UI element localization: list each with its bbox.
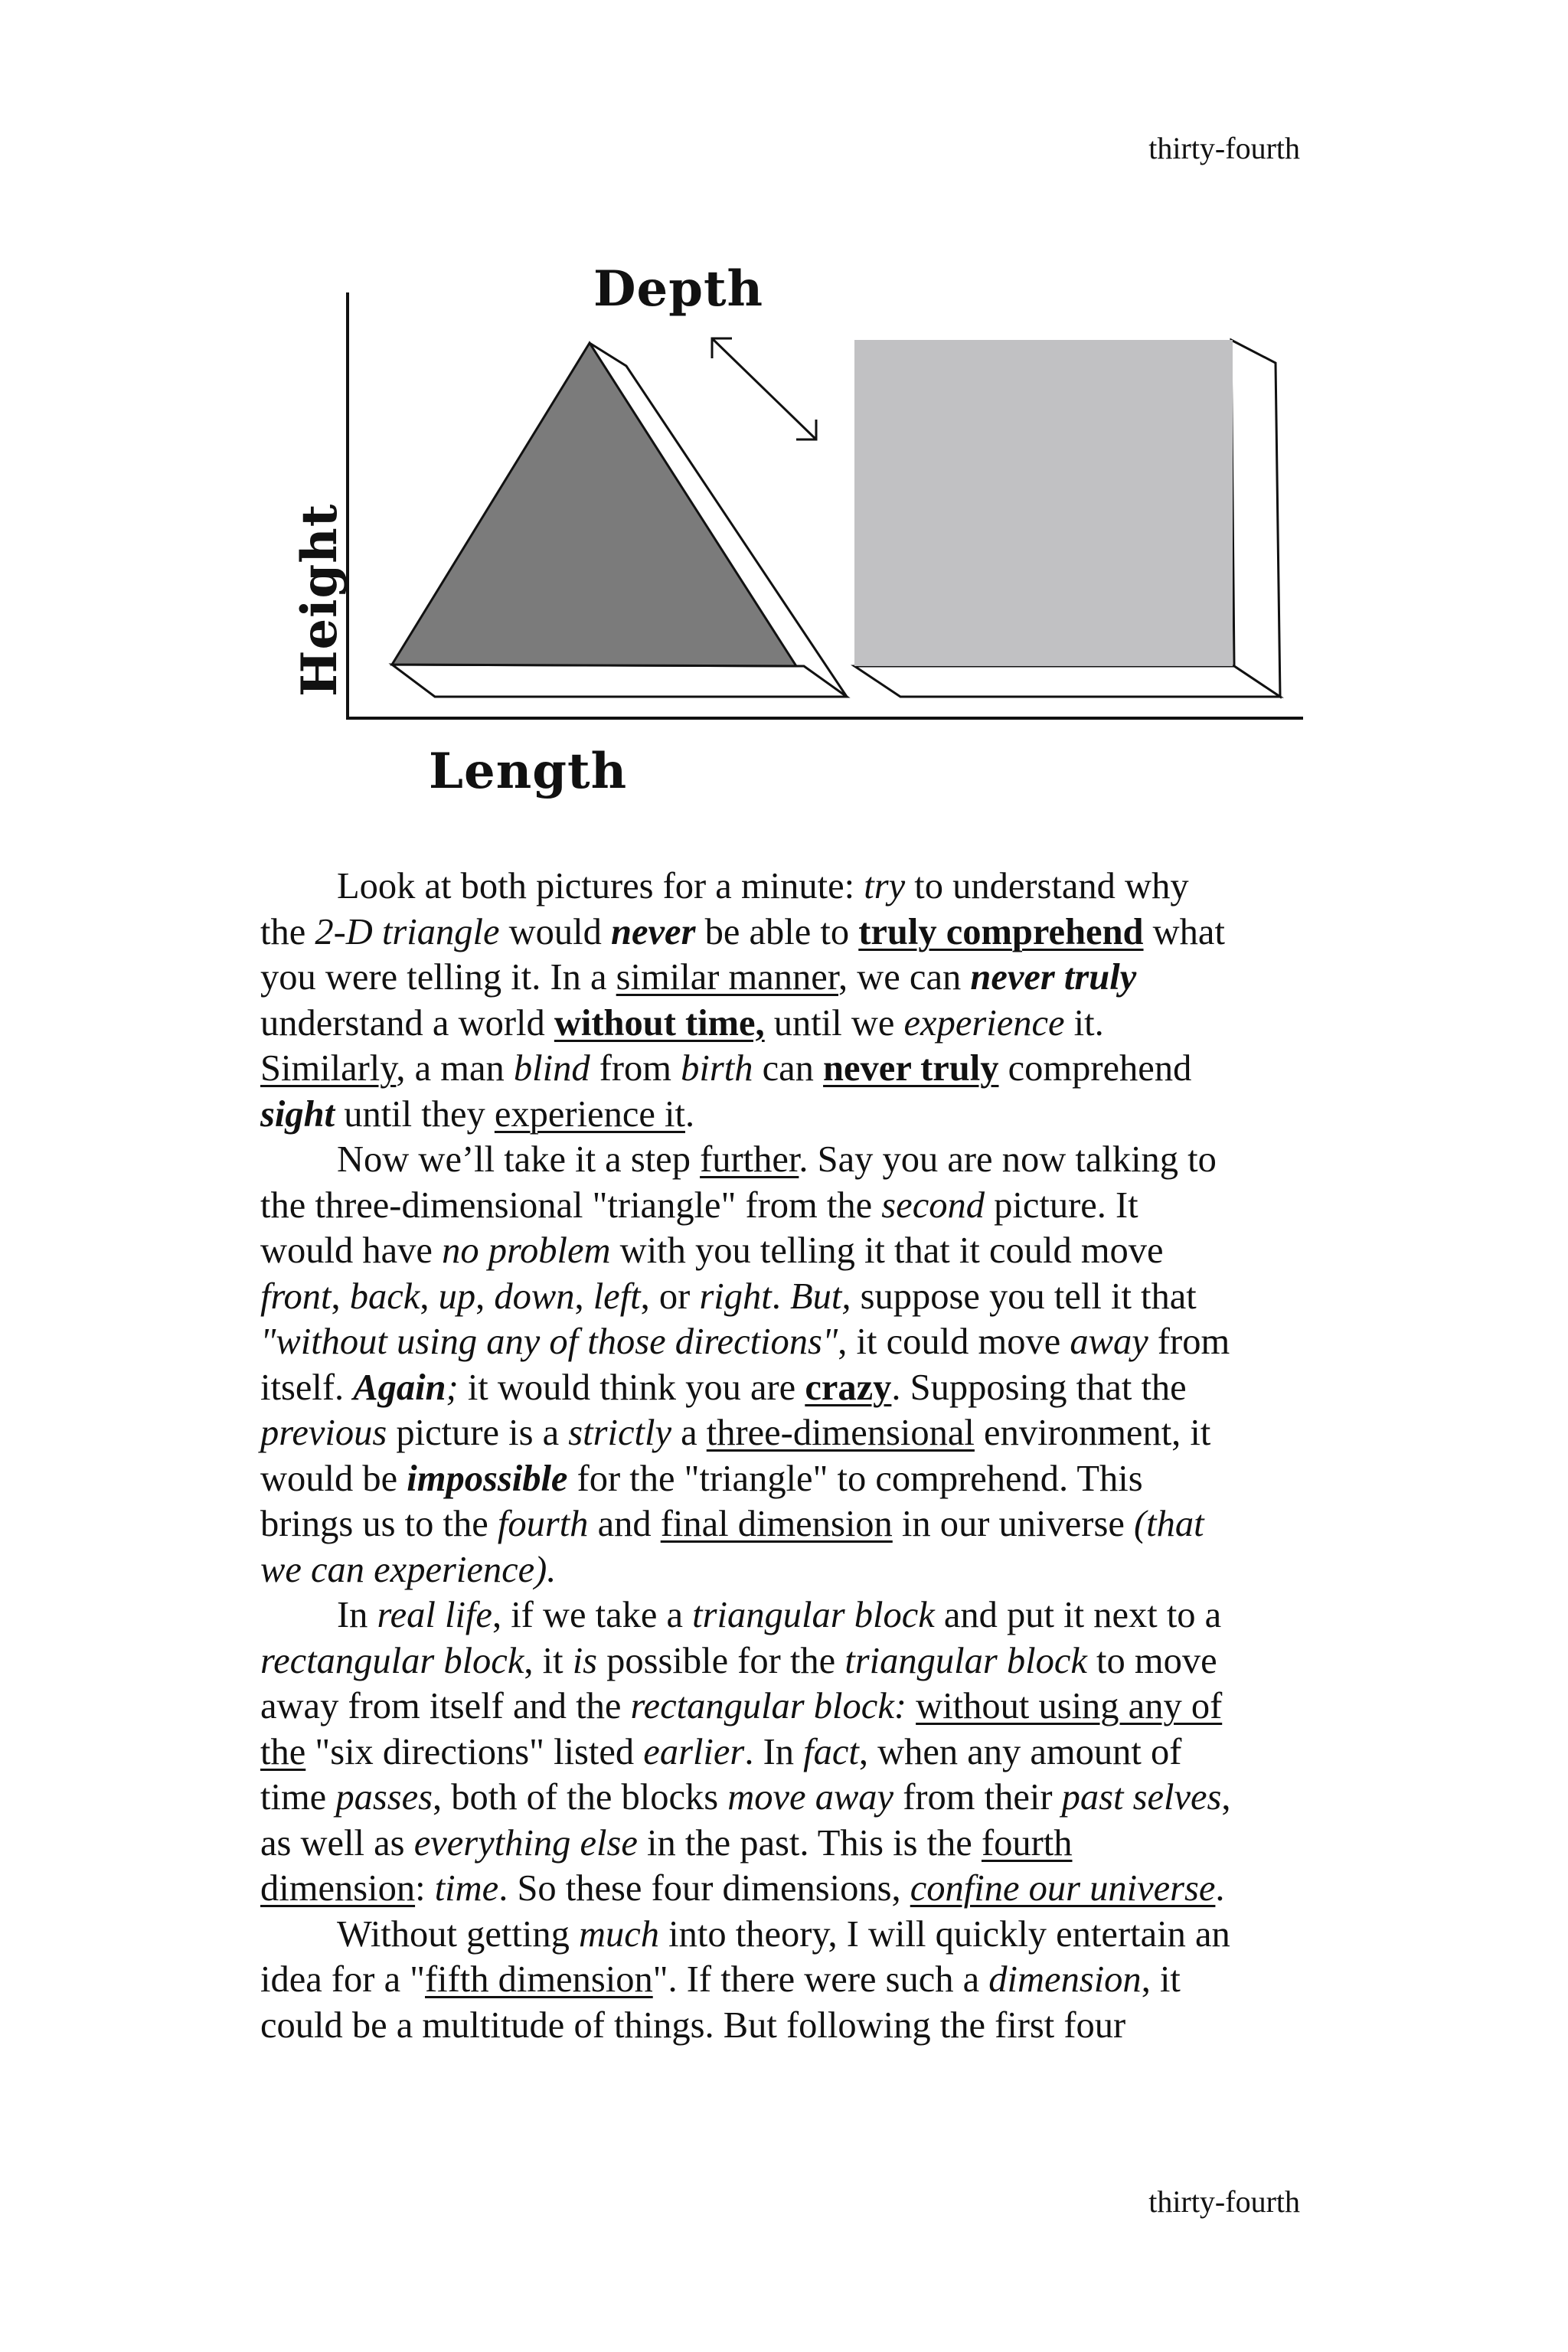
- text-line: [260, 1274, 1302, 1320]
- text-segment: much: [578, 1913, 660, 1955]
- text-segment: never truly: [823, 1048, 999, 1089]
- text-segment: , it could move: [838, 1321, 1070, 1362]
- text-segment: experience: [903, 1002, 1065, 1044]
- page-footer-number: thirty-fourth: [1148, 2184, 1300, 2219]
- text-segment: fifth dimension: [425, 1959, 653, 2000]
- text-segment: understand a world: [260, 1002, 554, 1044]
- text-segment: be able to: [695, 911, 859, 952]
- text-segment: without time,: [554, 1002, 765, 1044]
- text-segment: idea for a ": [260, 1959, 426, 2000]
- text-segment: .: [1215, 1868, 1225, 1909]
- text-segment: past selves: [1061, 1777, 1222, 1818]
- text-segment: ,: [1221, 1777, 1231, 1818]
- text-line: [260, 1684, 1302, 1730]
- text-segment: the: [260, 1731, 306, 1772]
- text-segment: away from itself and the: [260, 1686, 631, 1726]
- text-segment: would be: [260, 1458, 407, 1499]
- text-segment: dimension: [988, 1959, 1142, 2000]
- text-segment: , it: [524, 1640, 573, 1681]
- text-segment: sight: [260, 1093, 335, 1135]
- text-line: [260, 1592, 1302, 1638]
- text-segment: could be a multitude of things. But following the first four: [260, 2004, 1126, 2046]
- text-line: [260, 1775, 1302, 1821]
- text-line: [260, 1137, 1302, 1183]
- text-segment: experience it: [494, 1093, 685, 1135]
- text-segment: , we can: [838, 957, 971, 998]
- length-label: Length: [429, 743, 628, 800]
- height-label: Height: [291, 503, 348, 697]
- text-segment: earlier: [643, 1731, 745, 1772]
- text-segment: "without using any of those directions": [260, 1321, 838, 1362]
- text-segment: . Say you are now talking to: [799, 1139, 1217, 1180]
- rectangle-base-face: [854, 666, 1280, 697]
- text-line: [260, 955, 1302, 1001]
- text-line: [260, 1456, 1302, 1502]
- text-segment: move away: [727, 1777, 894, 1818]
- text-segment: we can experience).: [260, 1549, 557, 1590]
- text-segment: crazy: [805, 1367, 892, 1408]
- text-segment: up: [438, 1276, 476, 1317]
- text-segment: In: [337, 1595, 377, 1635]
- text-segment: until we: [764, 1002, 904, 1044]
- text-segment: never: [611, 911, 696, 952]
- page-header-number: thirty-fourth: [1148, 131, 1300, 165]
- text-segment: never truly: [970, 957, 1137, 998]
- text-segment: , when any amount of: [858, 1731, 1182, 1772]
- text-segment: . So these four dimensions,: [498, 1868, 910, 1909]
- text-segment: three-dimensional: [706, 1413, 975, 1453]
- text-segment: the three-dimensional "triangle" from the: [260, 1184, 882, 1226]
- text-segment: confine our universe: [910, 1868, 1216, 1909]
- text-segment: final dimension: [660, 1504, 893, 1544]
- text-segment: truly comprehend: [858, 911, 1144, 952]
- text-segment: itself.: [260, 1367, 354, 1408]
- text-segment: suppose you tell it that: [851, 1276, 1197, 1317]
- dimensions-diagram: [253, 253, 1325, 835]
- text-segment: environment, it: [974, 1413, 1211, 1453]
- text-segment: time: [434, 1868, 499, 1909]
- text-segment: previous: [260, 1413, 387, 1453]
- text-segment: picture is a: [387, 1413, 569, 1453]
- text-line: [260, 1183, 1302, 1229]
- text-segment: time: [260, 1777, 336, 1818]
- rectangle-side-face: [1231, 340, 1280, 697]
- text-segment: possible for the: [597, 1640, 845, 1681]
- text-segment: (that: [1133, 1504, 1204, 1544]
- text-segment: as well as: [260, 1822, 414, 1864]
- dimensions-figure: [253, 253, 1325, 835]
- text-segment: second: [881, 1184, 985, 1226]
- text-segment: .: [771, 1276, 791, 1317]
- text-segment: passes: [335, 1777, 433, 1818]
- text-segment: :: [415, 1868, 435, 1909]
- text-segment: with you telling it that it could move: [610, 1230, 1164, 1271]
- text-segment: away: [1070, 1321, 1148, 1362]
- text-segment: ". If there were such a: [652, 1959, 989, 2000]
- text-segment: ,: [475, 1276, 495, 1317]
- text-segment: and: [588, 1504, 661, 1544]
- text-segment: in our universe: [892, 1504, 1134, 1544]
- text-line: [260, 1957, 1302, 2003]
- text-segment: and put it next to a: [934, 1595, 1222, 1635]
- text-segment: in the past. This is the: [637, 1822, 982, 1864]
- text-segment: front: [260, 1276, 332, 1317]
- triangle-base-face: [392, 665, 847, 697]
- text-segment: dimension: [260, 1868, 416, 1909]
- text-segment: triangular block: [692, 1595, 935, 1635]
- text-segment: . Supposing that the: [891, 1367, 1187, 1408]
- text-segment: it would think you are: [458, 1367, 805, 1408]
- text-segment: ,: [574, 1276, 593, 1317]
- text-segment: comprehend: [998, 1048, 1192, 1089]
- text-segment: no problem: [442, 1230, 611, 1271]
- text-segment: it.: [1064, 1002, 1104, 1044]
- text-segment: to understand why: [905, 866, 1189, 906]
- text-line: [260, 2003, 1302, 2049]
- text-segment: 2-D triangle: [315, 911, 500, 952]
- text-segment: , both of the blocks: [432, 1777, 728, 1818]
- text-segment: fourth: [497, 1504, 589, 1544]
- text-line: [260, 1228, 1302, 1274]
- text-line: [260, 1638, 1302, 1684]
- text-segment: Similarly: [260, 1048, 397, 1089]
- body-text: [260, 864, 1302, 2048]
- text-segment: blind: [513, 1048, 590, 1089]
- text-segment: Now we’ll take it a step: [337, 1139, 701, 1180]
- text-segment: to move: [1086, 1640, 1217, 1681]
- text-segment: , if we take a: [492, 1595, 693, 1635]
- text-line: [260, 1912, 1302, 1958]
- text-segment: Look at both pictures for a minute:: [337, 866, 864, 906]
- text-segment: birth: [681, 1048, 753, 1089]
- text-segment: further: [700, 1139, 799, 1180]
- text-segment: , a man: [396, 1048, 514, 1089]
- rectangle-front-face: [854, 340, 1233, 666]
- text-line: [260, 1866, 1302, 1912]
- text-segment: ,: [331, 1276, 350, 1317]
- text-segment: "six directions" listed: [305, 1731, 644, 1772]
- text-segment: impossible: [407, 1458, 568, 1499]
- text-segment: from: [590, 1048, 681, 1089]
- text-segment: rectangular block: [260, 1640, 524, 1681]
- text-segment: real life: [377, 1595, 492, 1635]
- text-segment: Again: [353, 1367, 446, 1408]
- text-segment: you were telling it. In a: [260, 957, 616, 998]
- text-segment: into theory, I will quickly entertain an: [659, 1913, 1230, 1955]
- text-segment: from their: [893, 1777, 1062, 1818]
- text-segment: [906, 1686, 916, 1726]
- text-segment: down: [494, 1276, 575, 1317]
- text-segment: can: [753, 1048, 824, 1089]
- text-line: [260, 910, 1302, 956]
- text-segment: would: [499, 911, 612, 952]
- text-segment: rectangular block:: [630, 1686, 906, 1726]
- text-segment: But,: [790, 1276, 851, 1317]
- text-line: [260, 1730, 1302, 1775]
- text-line: [260, 1092, 1302, 1138]
- text-segment: is: [572, 1640, 598, 1681]
- text-segment: ,: [420, 1276, 439, 1317]
- text-line: [260, 1001, 1302, 1047]
- text-line: [260, 1821, 1302, 1867]
- depth-label: Depth: [593, 260, 764, 318]
- text-segment: strictly: [568, 1413, 671, 1453]
- text-segment: fourth: [981, 1822, 1073, 1864]
- text-segment: try: [864, 866, 906, 906]
- text-segment: similar manner: [616, 957, 838, 998]
- text-segment: , it: [1141, 1959, 1181, 2000]
- text-line: [260, 1046, 1302, 1092]
- text-segment: , or: [640, 1276, 700, 1317]
- text-segment: picture. It: [984, 1184, 1138, 1226]
- text-segment: a: [671, 1413, 707, 1453]
- text-segment: the: [260, 911, 315, 952]
- text-segment: fact: [803, 1731, 859, 1772]
- text-line: [260, 864, 1302, 910]
- text-segment: ;: [446, 1367, 459, 1408]
- text-line: [260, 1365, 1302, 1411]
- text-segment: triangular block: [844, 1640, 1087, 1681]
- text-segment: everything else: [413, 1822, 638, 1864]
- text-segment: Without getting: [337, 1913, 579, 1955]
- text-segment: without using any of: [916, 1686, 1223, 1726]
- text-segment: brings us to the: [260, 1504, 498, 1544]
- triangle-front-face: [392, 343, 796, 666]
- text-segment: for the "triangle" to comprehend. This: [567, 1458, 1143, 1499]
- text-segment: right: [699, 1276, 772, 1317]
- text-segment: .: [684, 1093, 695, 1135]
- text-segment: would have: [260, 1230, 443, 1271]
- text-line: [260, 1410, 1302, 1456]
- text-segment: left: [593, 1276, 641, 1317]
- text-line: [260, 1547, 1302, 1593]
- text-line: [260, 1319, 1302, 1365]
- text-segment: what: [1143, 911, 1225, 952]
- text-segment: back: [349, 1276, 420, 1317]
- text-line: [260, 1501, 1302, 1547]
- text-segment: from: [1148, 1321, 1230, 1362]
- depth-arrow-line: [712, 338, 816, 439]
- text-segment: . In: [744, 1731, 804, 1772]
- text-segment: until they: [335, 1093, 495, 1135]
